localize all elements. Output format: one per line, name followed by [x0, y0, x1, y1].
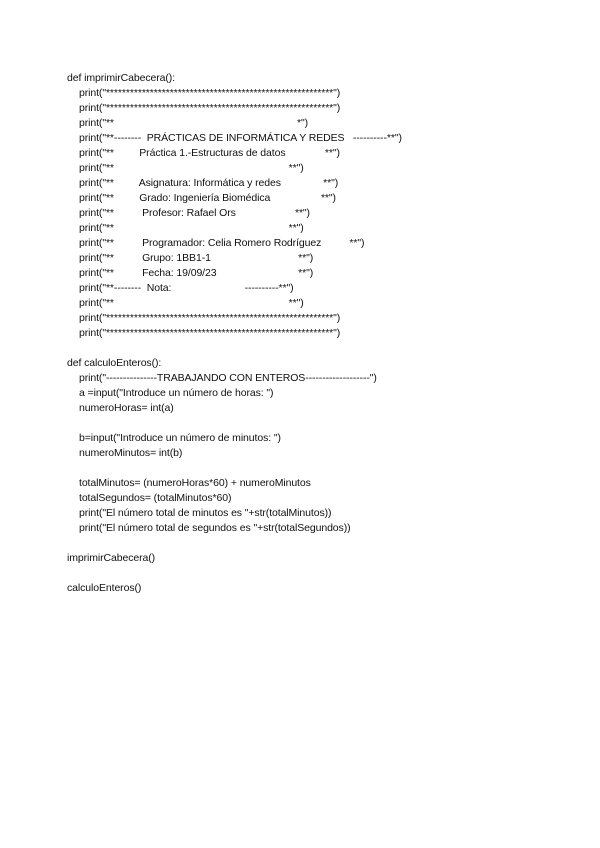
code-line: print("** Profesor: Rafael Ors **") [79, 207, 310, 219]
blank-line [67, 566, 587, 581]
code-line: numeroHoras= int(a) [79, 402, 174, 414]
code-line: print("---------------TRABAJANDO CON ENTEROS-------------------") [79, 372, 377, 384]
code-line: b=input("Introduce un número de minutos: ") [79, 432, 281, 444]
code-line: a =input("Introduce un número de horas: ") [79, 387, 274, 399]
code-line: print("*********************************************************") [79, 102, 341, 114]
code-line: print("El número total de segundos es "+str(totalSegundos)) [79, 522, 351, 534]
code-line: totalMinutos= (numeroHoras*60) + numeroMinutos [79, 477, 311, 489]
blank-line [67, 341, 587, 356]
code-line: print("** **") [79, 222, 304, 234]
code-line: print("** **") [79, 162, 304, 174]
code-line: totalSegundos= (totalMinutos*60) [79, 492, 232, 504]
code-line: print("** Programador: Celia Romero Rodríguez **") [79, 237, 365, 249]
code-line: print("**-------- Nota: ----------**") [79, 282, 294, 294]
call-imprimir-cabecera: imprimirCabecera() [67, 552, 156, 564]
code-line: print("*********************************************************") [79, 87, 341, 99]
code-line: print("** Grupo: 1BB1-1 **") [79, 252, 314, 264]
blank-line [67, 536, 587, 551]
function-def-imprimir-cabecera: def imprimirCabecera(): [67, 72, 175, 84]
code-line: print("** Grado: Ingeniería Biomédica **") [79, 192, 336, 204]
call-calculo-enteros: calculoEnteros() [67, 582, 142, 594]
code-line: print("** Asignatura: Informática y redes **") [79, 177, 339, 189]
code-line: print("El número total de minutos es "+str(totalMinutos)) [79, 507, 332, 519]
code-line: print("** **") [79, 297, 304, 309]
code-line: print("** Fecha: 19/09/23 **") [79, 267, 314, 279]
code-line: print("*********************************************************") [79, 312, 341, 324]
code-line: print("**-------- PRÁCTICAS DE INFORMÁTICA Y REDES ----------**") [79, 132, 402, 144]
code-document [67, 71, 587, 596]
code-line: numeroMinutos= int(b) [79, 447, 183, 459]
code-line: print("** Práctica 1.-Estructuras de datos **") [79, 147, 340, 159]
function-def-calculo-enteros: def calculoEnteros(): [67, 357, 162, 369]
code-line: print("*********************************************************") [79, 327, 341, 339]
blank-line [67, 416, 587, 431]
blank-line [67, 461, 587, 476]
code-line: print("** *") [79, 117, 309, 129]
